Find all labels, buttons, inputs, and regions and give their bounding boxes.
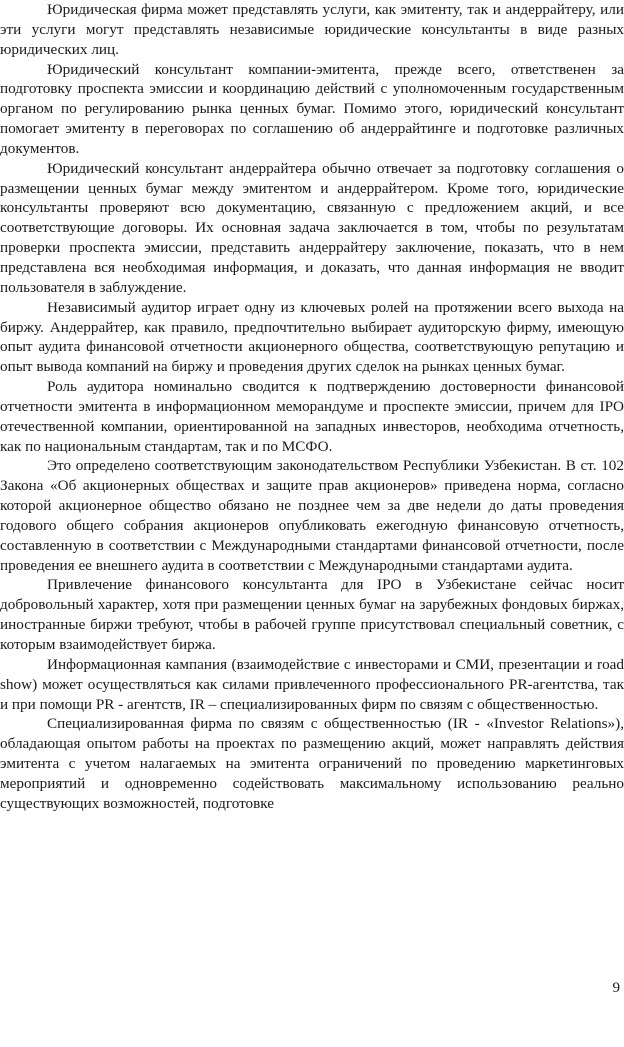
paragraph-investor-relations: Специализированная фирма по связям с общественностью (IR - «Investor Relations»), обладающая опытом работы на проектах по размещению акций, может направлять действия эмитента с учетом налагаемых на эмитента ограничений по проведению маркетинговых мероприятий и одновременно содействовать максимальному использованию реально существующих возможностей, подготовке <box>0 715 624 812</box>
paragraph-legal-firm: Юридическая фирма может представлять услуги, как эмитенту, так и андеррайтеру, или эти услуги могут представлять независимые юридические консультанты в виде разных юридических лиц. <box>0 1 624 58</box>
paragraph-uzbekistan-law: Это определено соответствующим законодательством Республики Узбекистан. В ст. 102 Закона «Об акционерных обществах и защите прав акционеров» приведена норма, согласно которой акционерное общество обязано не позднее чем за две недели до даты проведения годового общего собрания акционеров опубликовать ежегодную финансовую отчетность, составленную в соответствии с Международными стандартами финансовой отчетности, после проведения ее внешнего аудита в соответствии с Международными стандартами аудита. <box>0 457 624 574</box>
page-number: 9 <box>612 980 620 996</box>
paragraph-issuer-legal-consultant: Юридический консультант компании-эмитента, прежде всего, ответственен за подготовку проспекта эмиссии и координацию действий с уполномоченным государственным органом по регулированию рынка ценных бумаг. Помимо этого, юридический консультант помогает эмитенту в переговорах по соглашению об андеррайтинге и подготовке различных документов. <box>0 60 624 157</box>
paragraph-financial-consultant: Привлечение финансового консультанта для IPO в Узбекистане сейчас носит добровольный характер, хотя при размещении ценных бумаг на зарубежных фондовых биржах, иностранные биржи требуют, чтобы в рабочей группе присутствовал специальный советник, с которым взаимодействует биржа. <box>0 576 624 653</box>
paragraph-auditor-role: Роль аудитора номинально сводится к подтверждению достоверности финансовой отчетности эмитента в информационном меморандуме и проспекте эмиссии, причем для IPO отечественной компании, ориентированной на западных инвесторов, необходима отчетность, как по национальным стандартам, так и по МСФО. <box>0 378 624 455</box>
paragraph-independent-auditor: Независимый аудитор играет одну из ключевых ролей на протяжении всего выхода на биржу. Андеррайтер, как правило, предпочтительно выбирает аудиторскую фирму, имеющую опыт аудита финансовой отчетности акционерного общества, соответствующую репутацию и опыт вывода компаний на биржу и проведения других сделок на рынках ценных бумаг. <box>0 298 624 376</box>
paragraph-information-campaign: Информационная кампания (взаимодействие с инвесторами и СМИ, презентации и road show) может осуществляться как силами привлеченного профессионального PR-агентства, так и при помощи PR - агентств, IR – специализированных фирм по связям с общественностью. <box>0 655 624 713</box>
paragraph-underwriter-legal-consultant: Юридический консультант андеррайтера обычно отвечает за подготовку соглашения о размещении ценных бумаг между эмитентом и андеррайтером. Кроме того, юридические консультанты проверяют всю документацию, связанную с предложением акций, и все соответствующие договоры. Их основная задача заключается в том, чтобы по результатам проверки проспекта эмиссии, представить андеррайтеру заключение, показать, что в нем представлена вся необходимая информация, и доказать, что данная информация не вводит пользователя в заблуждение. <box>0 159 624 296</box>
